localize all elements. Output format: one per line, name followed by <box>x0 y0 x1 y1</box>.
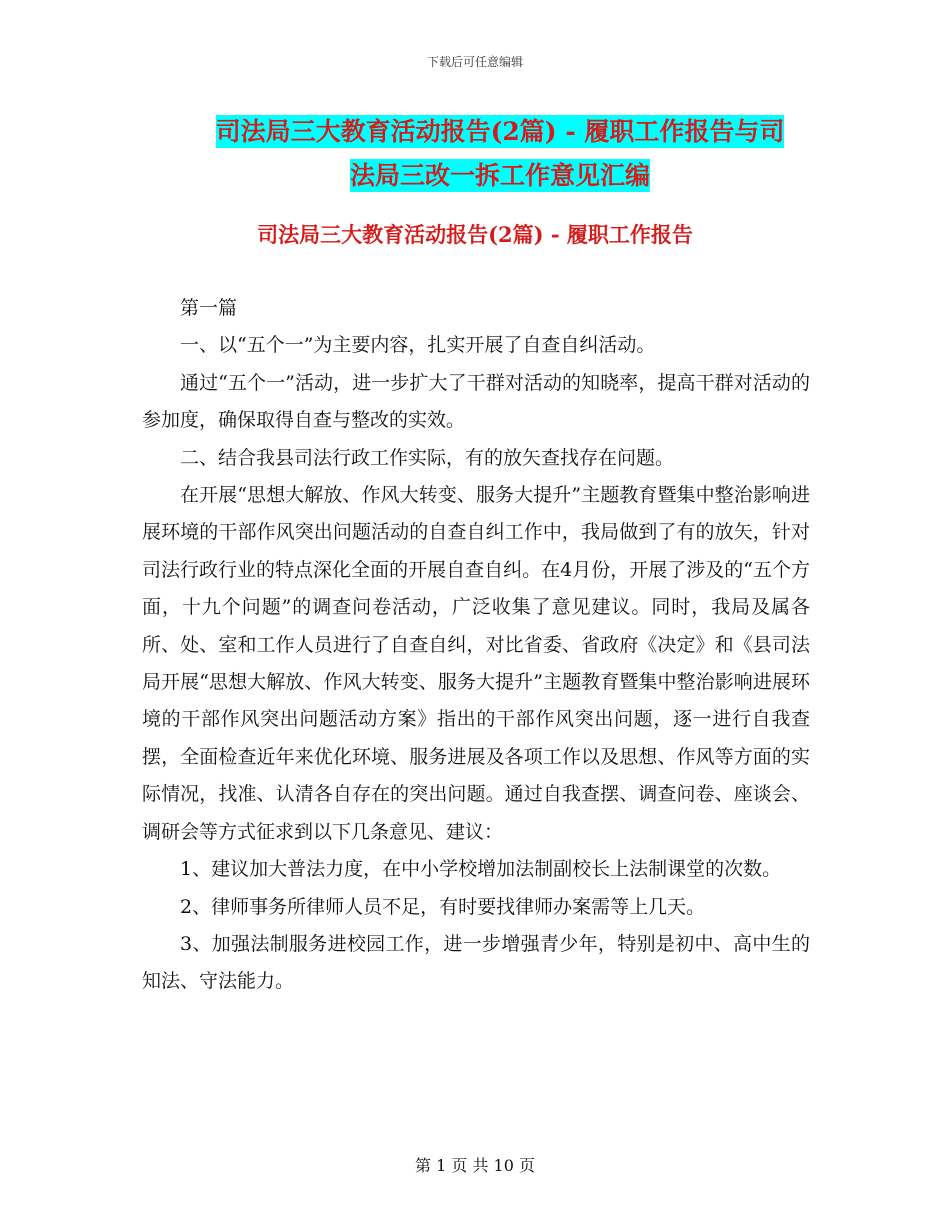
paragraph: 第一篇 <box>180 297 238 319</box>
paragraph: 1、建议加大普法力度，在中小学校增加法制副校长上法制课堂的次数。 <box>180 858 782 881</box>
paragraph: 通过“五个一”活动，进一步扩大了干群对活动的知晓率，提高干群对活动的参加度，确保取得自查与整改的实效。 <box>142 371 810 432</box>
paragraph: 在开展“思想大解放、作风大转变、服务大提升”主题教育暨集中整治影响进展环境的干部作风突出问题活动的自查自纠工作中，我局做到了有的放矢，针对司法行政行业的特点深化全面的开展自查自纠。在4月份，开展了涉及的“五个方面，十九个问题”的调查问卷活动，广泛收集了意见建议。同时，我局及属各所、处、室和工作人员进行了自查自纠，对比省委、省政府《决定》和《县司法局开展“思想大解放、作风大转变、服务大提升”主题教育暨集中整治影响进展环境的干部作风突出问题活动方案》指出的干部作风突出问题，逐一进行自我查摆，全面检查近年来优化环境、服务进展及各项工作以及思想、作风等方面的实际情况，找准、认清各自存在的突出问题。通过自我查摆、调查问卷、座谈会、调研会等方式征求到以下几条意见、建议： <box>142 484 810 843</box>
paragraph: 2、律师事务所律师人员不足，有时要找律师办案需等上几天。 <box>180 895 706 918</box>
document-body <box>142 290 810 1001</box>
page-footer: 第 1 页 共 10 页 <box>415 1156 535 1175</box>
document-title-line-1: 司法局三大教育活动报告(2篇) - 履职工作报告与司 <box>215 117 785 146</box>
paragraph: 一、以“五个一”为主要内容，扎实开展了自查自纠活动。 <box>180 334 656 357</box>
paragraph: 3、加强法制服务进校园工作，进一步增强青少年，特别是初中、高中生的知法、守法能力。 <box>142 932 810 993</box>
header-note: 下载后可任意编辑 <box>426 55 523 69</box>
document-title-line-2: 法局三改一拆工作意见汇编 <box>349 161 650 190</box>
paragraph: 二、结合我县司法行政工作实际，有的放矢查找存在问题。 <box>180 446 675 469</box>
document-title <box>150 110 850 198</box>
section-title: 司法局三大教育活动报告(2篇) - 履职工作报告 <box>257 222 693 247</box>
